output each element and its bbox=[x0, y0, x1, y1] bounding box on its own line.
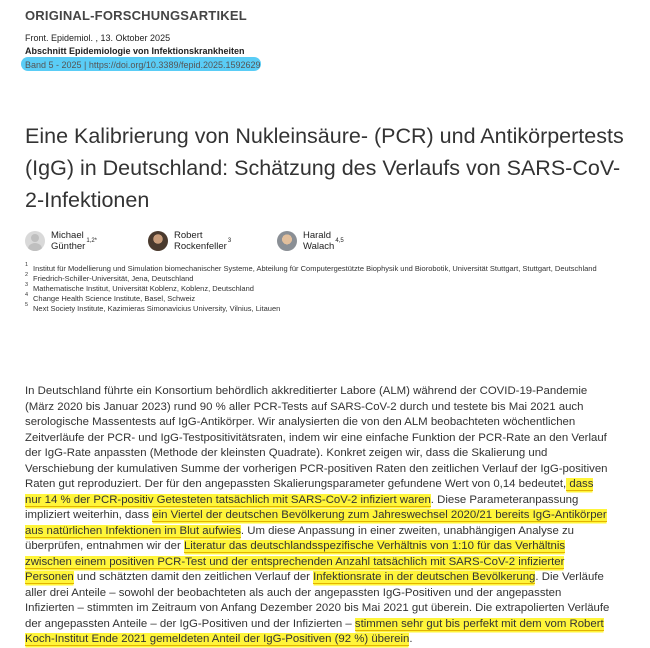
affiliation-text: Mathematische Institut, Universität Koblenz, Koblenz, Deutschland bbox=[33, 284, 254, 293]
affiliation-text: Next Society Institute, Kazimieras Simonavicius University, Vilnius, Litauen bbox=[33, 304, 281, 313]
author-name: Robert Rockenfeller bbox=[174, 230, 227, 252]
author-name: Harald Walach bbox=[303, 230, 335, 252]
abstract-text: und schätzten damit den zeitlichen Verlauf der bbox=[73, 571, 314, 584]
author-item[interactable] bbox=[25, 230, 97, 252]
affiliation-number: 3 bbox=[25, 282, 29, 288]
author-affiliation-marker: 3 bbox=[227, 238, 232, 244]
abstract-text: In Deutschland führte ein Konsortium behördlich akkreditierter Labore (ALM) während der COVID-19-Pandemie (März 2020 bis Januar 2023) rund 90 % aller PCR-Tests auf SARS-CoV-2 durch und testete bis Mai 2021 auch serologische Massentests auf IgG-Antikörper. Wir analysierten die von den ALM beobachteten wöchentlichen Zeitverläufe der PCR- und IgG-Testpositivitätsraten, indem wir eine einfache Funktion der PCR-Rate an den Verlauf der IgG-Rate anpassten (Methode der kleinsten Quadrate). Konkret zeigen wir, dass die Skalierung und Verschiebung der kumulativen Summe der vorherigen PCR-positiven Raten den zeitlichen Verlauf der IgG-positiven Raten gut reproduziert. Der für den angepassten Skalierungsparameter gefundene Wert von 0,14 bedeutet, bbox=[25, 385, 608, 491]
affiliation-item bbox=[25, 294, 615, 304]
author-affiliation-marker: 1,2* bbox=[86, 238, 98, 244]
affiliation-item bbox=[25, 264, 615, 274]
highlighted-passage: Literatur das deutschlandsspezifische Verhältnis von 1:10 für das Verhältnis zwischen einem positiven PCR-Test und der entsprechenden Anzahl tatsächlich mit SARS-CoV-2 infizierter Personen bbox=[25, 540, 566, 584]
journal-line: Front. Epidemiol. , 13. Oktober 2025 bbox=[25, 33, 171, 43]
abstract-text: . Die Verläufe aller drei Anteile – sowohl der beobachteten als auch der angepassten IgG-Positiven und der angepassten Infizierten – stimmten im Zeitraum von Anfang Dezember 2020 bis Mai 2021 gut überein. Die extrapolierten Verläufe der angepassten Anteile – der IgG-Positiven und der Infizierten – bbox=[25, 571, 610, 630]
avatar bbox=[277, 231, 297, 251]
author-item[interactable] bbox=[148, 230, 231, 252]
highlighted-passage: ein Viertel der deutschen Bevölkerung zum Jahreswechsel 2020/21 bereits IgG-Antikörper aus natürlichen Infektionen im Blut aufwies bbox=[25, 509, 607, 537]
author-affiliation-marker: 4,5 bbox=[335, 238, 344, 244]
abstract-text: . Um diese Anpassung in einer zweiten, unabhängigen Analyse zu überprüfen, entnahmen wir der bbox=[25, 524, 575, 553]
volume-doi-line[interactable]: Band 5 - 2025 | https://doi.org/10.3389/fepid.2025.1592629 bbox=[25, 60, 261, 70]
abstract-paragraph bbox=[25, 384, 611, 648]
abstract-text: . Diese Parameteranpassung impliziert weiterhin, dass bbox=[25, 493, 579, 522]
author-name: Michael Günther bbox=[51, 230, 86, 252]
affiliation-number: 2 bbox=[25, 272, 29, 278]
affiliation-list bbox=[25, 264, 615, 314]
affiliation-number: 5 bbox=[25, 302, 29, 308]
highlighted-passage: dass nur 14 % der PCR-positiv Getesteten tatsächlich mit SARS-CoV-2 infiziert waren bbox=[25, 478, 594, 506]
highlighted-passage: stimmen sehr gut bis perfekt mit dem vom Robert Koch-Institut Ende 2021 gemeldeten Anteil der IgG-Positiven (92 %) überein bbox=[25, 617, 604, 646]
affiliation-number: 1 bbox=[25, 262, 29, 268]
affiliation-item bbox=[25, 284, 615, 294]
affiliation-item bbox=[25, 304, 615, 314]
avatar bbox=[148, 231, 168, 251]
affiliation-item bbox=[25, 274, 615, 284]
affiliation-text: Change Health Science Institute, Basel, Schweiz bbox=[33, 294, 196, 303]
section-line: Abschnitt Epidemiologie von Infektionskrankheiten bbox=[25, 46, 245, 56]
affiliation-text: Institut für Modellierung und Simulation biomechanischer Systeme, Abteilung für Computergestützte Biophysik und Biorobotik, Universität Stuttgart, Stuttgart, Deutschland bbox=[33, 264, 597, 273]
article-title: Eine Kalibrierung von Nukleinsäure- (PCR) und Antikörpertests (IgG) in Deutschland: Schätzung des Verlaufs von SARS-CoV-2-Infektionen bbox=[25, 124, 624, 213]
affiliation-number: 4 bbox=[25, 292, 29, 298]
author-item[interactable] bbox=[277, 230, 344, 252]
avatar bbox=[25, 231, 45, 251]
affiliation-text: Friedrich-Schiller-Universität, Jena, Deutschland bbox=[33, 274, 194, 283]
abstract-text: . bbox=[409, 633, 413, 646]
article-type-label: ORIGINAL-FORSCHUNGSARTIKEL bbox=[25, 8, 247, 23]
highlighted-passage: Infektionsrate in der deutschen Bevölkerung bbox=[313, 571, 536, 584]
